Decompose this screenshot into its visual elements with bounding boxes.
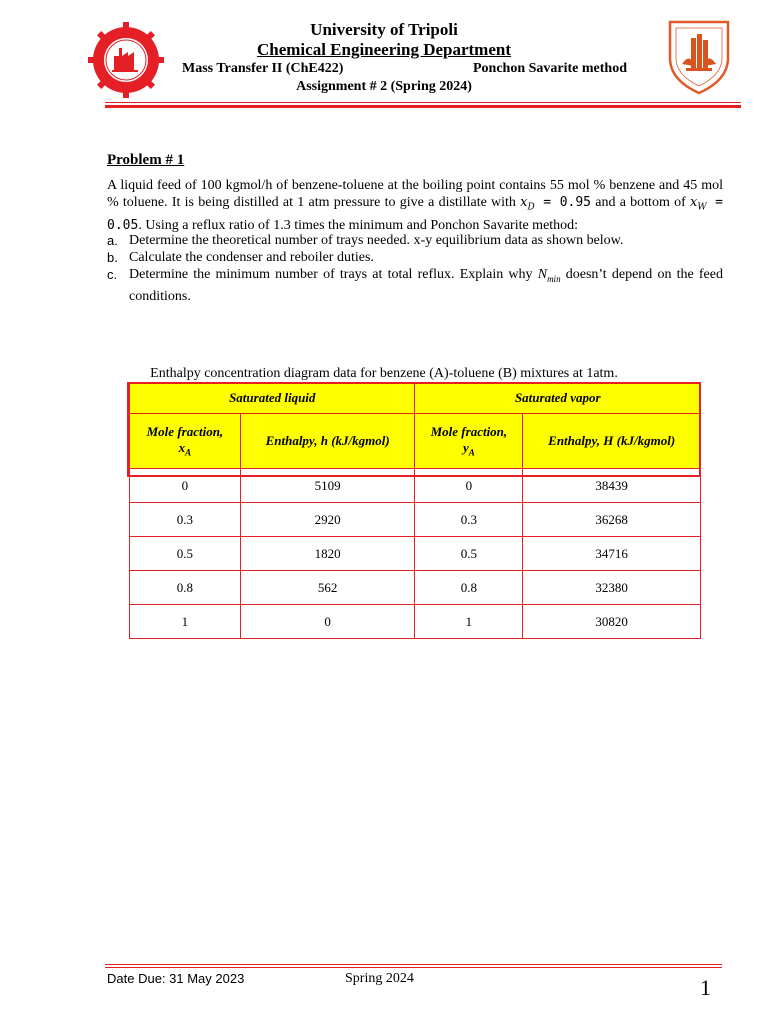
cell-xa: 0.8 [130,571,241,605]
enthalpy-table [129,382,701,639]
due-date: Date Due: 31 May 2023 [107,971,245,986]
col-ya-label: Mole fraction, [430,424,508,440]
xw-symbol: $x_W$ = [690,195,724,213]
task-marker: c. [107,267,118,282]
table-row [130,503,701,537]
cell-ya: 1 [415,605,523,639]
header-divider-thin [105,102,741,103]
university-name: University of Tripoli [310,20,458,39]
cell-xa: 0.5 [130,537,241,571]
course-name: Mass Transfer II (ChE422) [182,61,344,76]
task-item-b [107,249,723,266]
task-text: Calculate the condenser and reboiler duties. [129,250,374,265]
cell-ya: 0.5 [415,537,523,571]
department-text: Chemical Engineering Department [256,40,512,59]
table-group-header [130,383,701,414]
footer-divider-bottom [105,967,722,968]
problem-title: Problem # 1 [107,152,185,168]
statement-part-1: A liquid feed of 100 kgmol/h of benzene-toluene at the boiling point contains 55 mol % benzene and 45 mol % toluene. It is being distilled at 1 atm pressure to give a distillate with [107,178,723,210]
cell-xa: 0 [130,469,241,503]
col-header-h: Enthalpy, h (kJ/kgmol) [240,414,415,469]
cell-ya: 0.8 [415,571,523,605]
footer-divider-top [105,964,722,965]
cell-h: 5109 [240,469,415,503]
col-header-xa [130,414,241,469]
cell-h: 562 [240,571,415,605]
department-name [0,40,768,60]
task-marker: a. [107,233,118,248]
xd-symbol: $x_D$ = [520,195,560,213]
col-header-ya [415,414,523,469]
table-row [130,537,701,571]
cell-H: 32380 [523,571,701,605]
col-xa-label: Mole fraction, [146,424,224,440]
method-name: Ponchon Savarite method [473,61,627,76]
task-text: Determine the theoretical number of trays needed. x-y equilibrium data as shown below. [129,233,624,248]
cell-ya: 0.3 [415,503,523,537]
cell-H: 36268 [523,503,701,537]
statement-part-2: and a bottom of [591,195,690,210]
task-item-a [107,232,723,249]
task-marker: b. [107,250,118,265]
task-text-before: Determine the minimum number of trays at total reflux. Explain why [129,267,538,282]
col-header-H: Enthalpy, H (kJ/kgmol) [523,414,701,469]
header-divider-thick [105,105,741,108]
table-row [130,605,701,639]
footer-semester: Spring 2024 [345,971,414,986]
table-row [130,469,701,503]
cell-ya: 0 [415,469,523,503]
cell-h: 1820 [240,537,415,571]
page-number: 1 [700,975,711,1000]
table-row [130,571,701,605]
ya-symbol: $y_A$ [463,440,475,458]
cell-xa: 1 [130,605,241,639]
task-list [107,232,723,305]
problem-statement [107,177,723,234]
xw-value: 0.05 [107,217,139,233]
cell-H: 38439 [523,469,701,503]
nmin-symbol: $N_{min}$ [537,267,561,284]
table-column-header [130,414,701,469]
assignment-title: Assignment # 2 (Spring 2024) [296,79,472,94]
task-text-after: doesn’t depend on the feed conditions. [129,267,723,304]
group-saturated-vapor: Saturated vapor [415,383,701,414]
xa-symbol: $x_A$ [178,440,192,458]
task-item-c [107,266,723,305]
cell-H: 30820 [523,605,701,639]
statement-part-3: . Using a reflux ratio of 1.3 times the minimum and Ponchon Savarite method: [138,217,579,233]
table-caption: Enthalpy concentration diagram data for benzene (A)-toluene (B) mixtures at 1atm. [150,366,618,381]
xd-value: 0.95 [559,195,592,210]
cell-xa: 0.3 [130,503,241,537]
cell-h: 2920 [240,503,415,537]
group-saturated-liquid: Saturated liquid [130,383,415,414]
cell-h: 0 [240,605,415,639]
cell-H: 34716 [523,537,701,571]
